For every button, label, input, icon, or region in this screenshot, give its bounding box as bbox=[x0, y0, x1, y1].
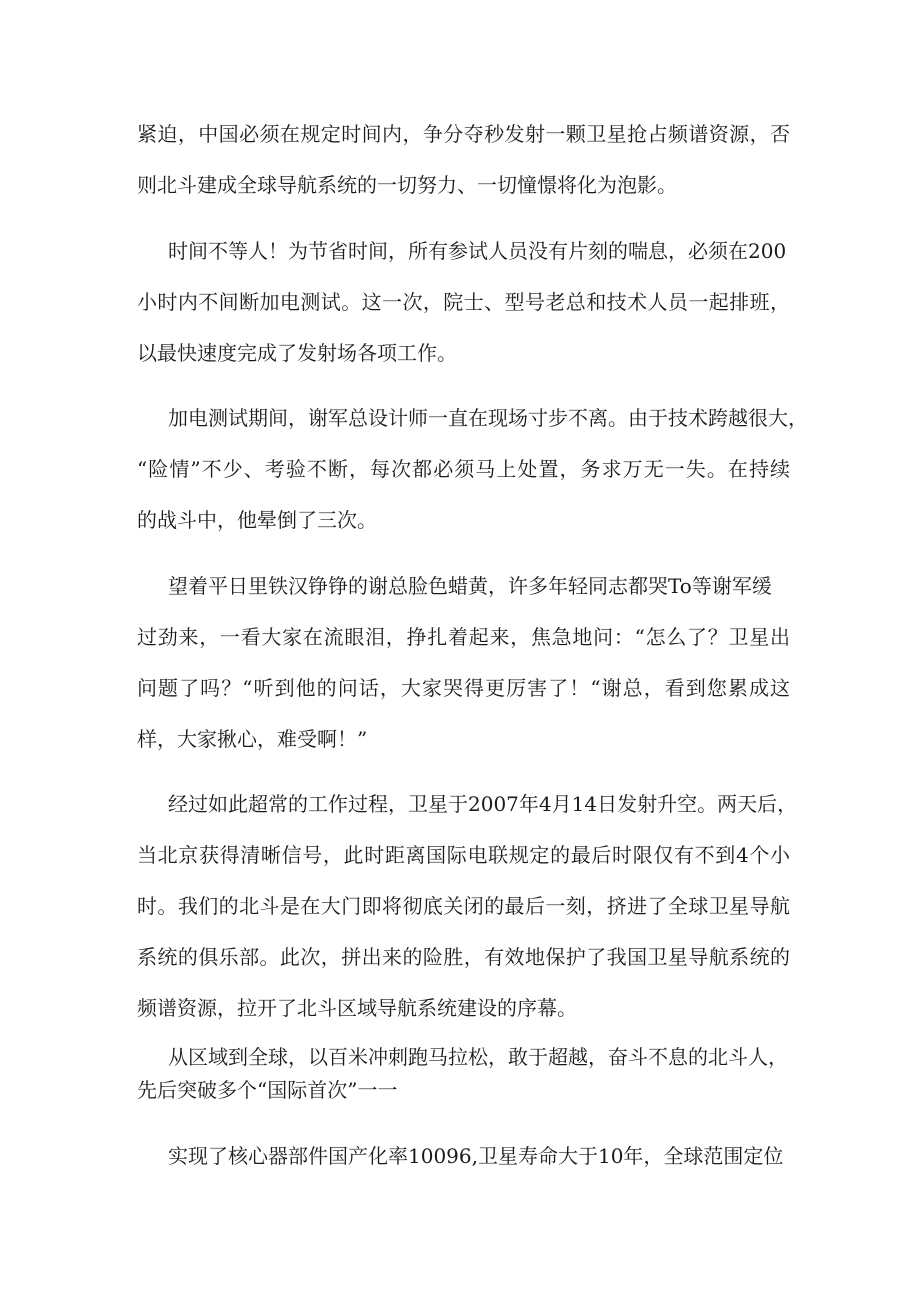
text-line: 则北斗建成全球导航系统的一切努力、一切憧憬将化为泡影。 bbox=[137, 173, 677, 197]
text-line: 实现了核心器部件国产化率10096,卫星寿命大于10年，全球范围定位 bbox=[168, 1144, 784, 1168]
text-line: 以最快速度完成了发射场各项工作。 bbox=[137, 341, 457, 365]
text-line: 加电测试期间，谢军总设计师一直在现场寸步不离。由于技术跨越很大， bbox=[168, 406, 808, 430]
text-line: 时间不等人！为节省时间，所有参试人员没有片刻的喘息，必须在200 bbox=[168, 239, 787, 263]
text-line: 的战斗中，他晕倒了三次。 bbox=[137, 508, 377, 532]
text-line: 问题了吗？“听到他的问话，大家哭得更厉害了！“谢总，看到您累成这 bbox=[137, 676, 790, 700]
text-line: 经过如此超常的工作过程，卫星于2007年4月14日发射升空。两天后， bbox=[168, 792, 798, 816]
text-line: 望着平日里铁汉铮铮的谢总脸色蜡黄，许多年轻同志都哭To等谢军缓 bbox=[168, 574, 772, 598]
text-line: 样，大家揪心，难受啊！” bbox=[137, 727, 368, 751]
text-line: 从区域到全球，以百米冲刺跑马拉松，敢于超越，奋斗不息的北斗人， bbox=[168, 1045, 788, 1069]
text-line: 紧迫，中国必须在规定时间内，争分夺秒发射一颗卫星抢占频谱资源，否 bbox=[137, 122, 790, 146]
text-line: 过劲来，一看大家在流眼泪，挣扎着起来，焦急地问：“怎么了？卫星出 bbox=[137, 625, 790, 649]
text-line: 频谱资源，拉开了北斗区域导航系统建设的序幕。 bbox=[137, 996, 577, 1020]
text-line: “险情”不少、考验不断，每次都必须马上处置，务求万无一失。在持续 bbox=[137, 457, 790, 481]
text-line: 系统的俱乐部。此次，拼出来的险胜，有效地保护了我国卫星导航系统的 bbox=[137, 945, 790, 969]
text-line: 当北京获得清晰信号，此时距离国际电联规定的最后时限仅有不到4个小 bbox=[137, 843, 790, 867]
text-line: 小时内不间断加电测试。这一次，院士、型号老总和技术人员一起排班， bbox=[137, 290, 790, 314]
text-line: 先后突破多个“国际首次”一一 bbox=[137, 1078, 398, 1102]
text-line: 时。我们的北斗是在大门即将彻底关闭的最后一刻，挤进了全球卫星导航 bbox=[137, 894, 790, 918]
